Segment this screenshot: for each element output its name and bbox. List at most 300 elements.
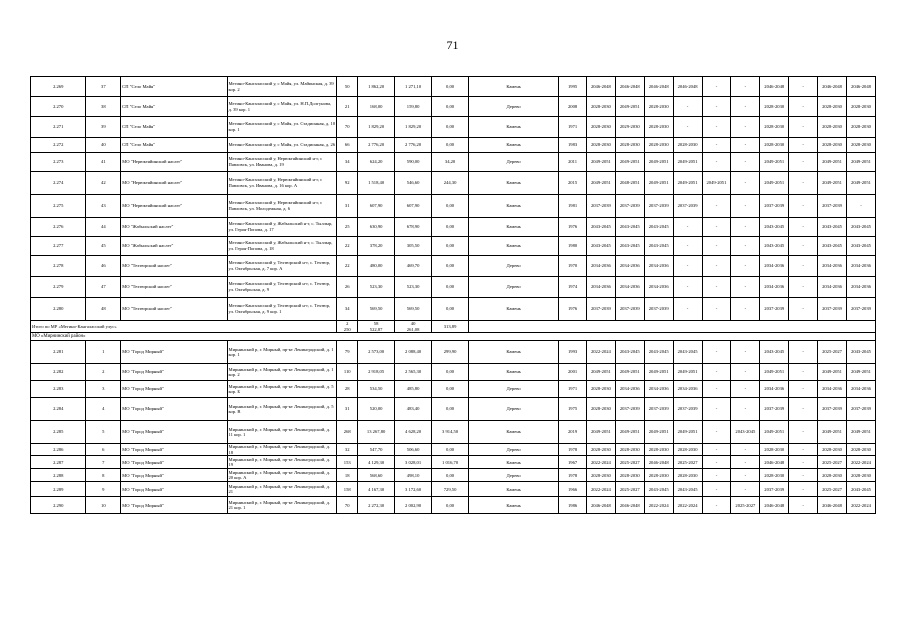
work-period-2: 2028-2030: [615, 138, 644, 153]
nonliving-area: 0,00: [432, 218, 469, 237]
total-area: 607,90: [358, 195, 395, 218]
municipality: МО "Нерюктяйинский наслег": [121, 153, 227, 172]
row-index: 38: [86, 97, 121, 117]
work-period-9: 2025-2027: [818, 482, 847, 497]
work-period-7: 2028-2030: [760, 138, 789, 153]
apartments: 31: [337, 195, 358, 218]
address: Мегино-Кангаласский у, с Майя, ул. Стадионная, д. 26: [227, 138, 337, 153]
table-row: [31, 97, 876, 117]
living-area: 607,90: [395, 195, 432, 218]
work-period-4: 2025-2027: [673, 456, 702, 469]
nonliving-area: 299,90: [432, 341, 469, 364]
table-row: [31, 298, 876, 321]
year-built: 1986: [559, 497, 587, 514]
work-period-10: -: [846, 195, 875, 218]
work-period-7: 2028-2030: [760, 97, 789, 117]
work-period-10: 2034-2036: [846, 277, 875, 298]
row-number: 2.273: [31, 153, 86, 172]
row-index: 4: [86, 398, 121, 421]
table-row: [31, 497, 876, 514]
row-index: 43: [86, 195, 121, 218]
work-period-10: 2037-2039: [846, 398, 875, 421]
year-built: 1974: [559, 277, 587, 298]
total-area: 13 267,80: [358, 421, 395, 444]
table-row: [31, 138, 876, 153]
municipality: МО "Техтюрский наслег": [121, 277, 227, 298]
total-area: 569,50: [358, 298, 395, 321]
work-period-8: -: [789, 117, 818, 138]
year-built: 1995: [559, 77, 587, 97]
work-period-2: 2049-2051: [615, 421, 644, 444]
work-period-2: 2049-2051: [615, 153, 644, 172]
nonliving-area: 1 016,70: [432, 456, 469, 469]
year-built: 2001: [559, 364, 587, 381]
work-period-5: -: [702, 444, 731, 456]
work-period-2: 2046-2048: [615, 77, 644, 97]
row-number: 2.284: [31, 398, 86, 421]
work-period-1: 2028-2030: [586, 398, 615, 421]
nonliving-area: 0,00: [432, 195, 469, 218]
work-period-2: 2028-2030: [615, 469, 644, 482]
year-built: 1971: [559, 381, 587, 398]
nonliving-area: 3 914,50: [432, 421, 469, 444]
living-area: 506,60: [395, 444, 432, 456]
row-number: 2.283: [31, 381, 86, 398]
work-period-3: 2028-2030: [644, 117, 673, 138]
municipality: МО "Город Мирный": [121, 364, 227, 381]
work-period-5: -: [702, 256, 731, 277]
work-period-8: -: [789, 256, 818, 277]
work-period-1: 2037-2039: [586, 298, 615, 321]
work-period-8: -: [789, 77, 818, 97]
work-period-9: 2049-2051: [818, 364, 847, 381]
work-period-1: 2043-2045: [586, 218, 615, 237]
nonliving-area: 0,00: [432, 497, 469, 514]
work-period-7: 2028-2030: [760, 117, 789, 138]
address: Мегино-Кангаласский у, Жабыльский н-г, с. Тыллыр, ул. Героя-Попова, д. 18: [227, 237, 337, 256]
work-period-5: 2049-2051: [702, 172, 731, 195]
work-period-9: 2037-2039: [818, 195, 847, 218]
work-period-10: 2043-2045: [846, 341, 875, 364]
year-built: 2008: [559, 97, 587, 117]
wall-material: Камень: [469, 456, 559, 469]
work-period-10: 2034-2036: [846, 256, 875, 277]
apartments: 22: [337, 237, 358, 256]
work-period-1: 2049-2051: [586, 364, 615, 381]
section-row: [31, 333, 876, 341]
summary-total-area: 58 522,87: [358, 321, 395, 333]
work-period-1: 2043-2045: [586, 237, 615, 256]
living-area: 2 776,20: [395, 138, 432, 153]
address: Мирнинский р, г. Мирный, пр-кт Ленинградский, д. 18: [227, 444, 337, 456]
address: Мирнинский р, г. Мирный, пр-кт Ленинградский, д. 21 кор. 1: [227, 497, 337, 514]
work-period-4: -: [673, 298, 702, 321]
work-period-1: 2049-2051: [586, 153, 615, 172]
work-period-8: -: [789, 218, 818, 237]
row-index: 42: [86, 172, 121, 195]
work-period-9: 2046-2048: [818, 77, 847, 97]
work-period-2: 2028-2030: [615, 444, 644, 456]
row-number: 2.282: [31, 364, 86, 381]
row-index: 37: [86, 77, 121, 97]
work-period-2: 2034-2036: [615, 277, 644, 298]
work-period-4: 2028-2030: [673, 444, 702, 456]
living-area: 2 002,90: [395, 497, 432, 514]
table-row: [31, 398, 876, 421]
work-period-8: -: [789, 298, 818, 321]
apartments: 31: [337, 398, 358, 421]
year-built: 1967: [559, 456, 587, 469]
work-period-7: 2037-2039: [760, 482, 789, 497]
apartments: 70: [337, 117, 358, 138]
work-period-6: -: [731, 218, 760, 237]
table-row: [31, 482, 876, 497]
address: Мирнинский р, г. Мирный, пр-кт Ленинградский, д. 5 кор. Б: [227, 381, 337, 398]
table-row: [31, 456, 876, 469]
nonliving-area: 0,00: [432, 381, 469, 398]
year-built: 2019: [559, 421, 587, 444]
work-period-7: 2043-2045: [760, 341, 789, 364]
work-period-3: 2046-2048: [644, 456, 673, 469]
row-index: 41: [86, 153, 121, 172]
work-period-7: 2046-2048: [760, 497, 789, 514]
municipality: МО "Город Мирный": [121, 421, 227, 444]
work-period-4: 2028-2030: [673, 469, 702, 482]
table-row: [31, 256, 876, 277]
address: Мирнинский р, г. Мирный, пр-кт Ленинградский, д. 1 кор. 1: [227, 341, 337, 364]
work-period-3: 2034-2036: [644, 381, 673, 398]
work-period-6: -: [731, 256, 760, 277]
wall-material: Камень: [469, 497, 559, 514]
apartments: 158: [337, 482, 358, 497]
total-area: 523,30: [358, 277, 395, 298]
summary-row: [31, 321, 876, 333]
total-area: 630,90: [358, 218, 395, 237]
year-built: 1975: [559, 398, 587, 421]
work-period-10: 2043-2045: [846, 482, 875, 497]
wall-material: Дерево: [469, 97, 559, 117]
table-body-section-1: [31, 77, 876, 321]
wall-material: Камень: [469, 482, 559, 497]
work-period-4: 2037-2039: [673, 195, 702, 218]
living-area: 3 028,01: [395, 456, 432, 469]
work-period-5: -: [702, 277, 731, 298]
work-period-3: 2028-2030: [644, 469, 673, 482]
work-period-1: 2028-2030: [586, 117, 615, 138]
municipality: МО "Город Мирный": [121, 398, 227, 421]
row-index: 47: [86, 277, 121, 298]
row-number: 2.274: [31, 172, 86, 195]
work-period-5: -: [702, 421, 731, 444]
total-area: 2 776,20: [358, 138, 395, 153]
work-period-4: 2043-2045: [673, 341, 702, 364]
summary-count: 2 250: [337, 321, 358, 333]
year-built: 1971: [559, 117, 587, 138]
work-period-4: -: [673, 97, 702, 117]
apartments: 21: [337, 97, 358, 117]
row-number: 2.287: [31, 456, 86, 469]
work-period-8: -: [789, 482, 818, 497]
work-period-7: 2034-2036: [760, 256, 789, 277]
work-period-9: 2034-2036: [818, 256, 847, 277]
row-number: 2.269: [31, 77, 86, 97]
apartments: 153: [337, 456, 358, 469]
address: Мегино-Кангаласский у, с Майя, ул. Майинская, д. 39 кор. 2: [227, 77, 337, 97]
row-number: 2.279: [31, 277, 86, 298]
wall-material: Дерево: [469, 153, 559, 172]
work-period-1: 2049-2051: [586, 421, 615, 444]
work-period-1: 2028-2030: [586, 97, 615, 117]
work-period-5: -: [702, 97, 731, 117]
work-period-3: 2028-2030: [644, 97, 673, 117]
work-period-10: 2049-2051: [846, 364, 875, 381]
year-built: 1970: [559, 256, 587, 277]
row-number: 2.286: [31, 444, 86, 456]
work-period-2: 2049-2051: [615, 97, 644, 117]
work-period-9: 2046-2048: [818, 497, 847, 514]
work-period-7: 2046-2048: [760, 77, 789, 97]
work-period-5: -: [702, 237, 731, 256]
work-period-6: 2025-2027: [731, 497, 760, 514]
table-row: [31, 195, 876, 218]
work-period-6: -: [731, 237, 760, 256]
wall-material: Камень: [469, 341, 559, 364]
year-built: 1966: [559, 482, 587, 497]
municipality: МО "Город Мирный": [121, 497, 227, 514]
year-built: 1983: [559, 138, 587, 153]
table-row: [31, 218, 876, 237]
living-area: 483,40: [395, 398, 432, 421]
work-period-9: 2028-2030: [818, 138, 847, 153]
living-area: 498,10: [395, 469, 432, 482]
work-period-4: 2022-2024: [673, 497, 702, 514]
work-period-6: -: [731, 398, 760, 421]
year-built: 1981: [559, 195, 587, 218]
work-period-10: 2049-2051: [846, 172, 875, 195]
total-area: 520,00: [358, 398, 395, 421]
living-area: 159,80: [395, 97, 432, 117]
work-period-6: -: [731, 172, 760, 195]
work-period-6: -: [731, 381, 760, 398]
total-area: 480,00: [358, 256, 395, 277]
work-period-7: 2037-2039: [760, 298, 789, 321]
nonliving-area: 0,00: [432, 97, 469, 117]
row-number: 2.280: [31, 298, 86, 321]
nonliving-area: 34,20: [432, 153, 469, 172]
municipality: МО "Город Мирный": [121, 444, 227, 456]
row-index: 48: [86, 298, 121, 321]
total-area: 2 272,30: [358, 497, 395, 514]
work-period-9: 2049-2051: [818, 172, 847, 195]
nonliving-area: 0,00: [432, 256, 469, 277]
work-period-10: 2043-2045: [846, 218, 875, 237]
total-area: 2 573,00: [358, 341, 395, 364]
year-built: 1976: [559, 218, 587, 237]
work-period-8: -: [789, 497, 818, 514]
wall-material: Камень: [469, 138, 559, 153]
work-period-8: -: [789, 364, 818, 381]
living-area: 2 088,40: [395, 341, 432, 364]
work-period-6: -: [731, 195, 760, 218]
address: Мегино-Кангаласский у, Техтюрский н-г, с. Техтюр, ул. Октябрьская, д. 7 кор. А: [227, 256, 337, 277]
work-period-9: 2049-2051: [818, 421, 847, 444]
work-period-6: -: [731, 97, 760, 117]
row-index: 8: [86, 469, 121, 482]
address: Мегино-Кангаласский у, Техтюрский н-г, с. Техтюр, ул. Октябрьская, д. 9 кор. 1: [227, 298, 337, 321]
work-period-9: 2037-2039: [818, 398, 847, 421]
work-period-9: 2034-2036: [818, 277, 847, 298]
work-period-7: 2049-2051: [760, 172, 789, 195]
address: Мегино-Кангаласский у, Жабыльский н-г, с. Тыллыр, ул. Героя-Попова, д. 17: [227, 218, 337, 237]
table-row: [31, 77, 876, 97]
address: Мирнинский р, г. Мирный, пр-кт Ленинградский, д. 5 кор. В: [227, 398, 337, 421]
work-period-7: 2049-2051: [760, 421, 789, 444]
work-period-4: 2034-2036: [673, 381, 702, 398]
wall-material: Камень: [469, 117, 559, 138]
work-period-9: 2043-2045: [818, 237, 847, 256]
work-period-8: -: [789, 172, 818, 195]
row-number: 2.281: [31, 341, 86, 364]
work-period-3: 2022-2024: [644, 497, 673, 514]
year-built: 1993: [559, 341, 587, 364]
municipality: СП "Село Майя": [121, 77, 227, 97]
total-area: 547,70: [358, 444, 395, 456]
work-period-5: -: [702, 398, 731, 421]
nonliving-area: 0,00: [432, 469, 469, 482]
nonliving-area: 729,50: [432, 482, 469, 497]
work-period-1: 2034-2036: [586, 277, 615, 298]
wall-material: Камень: [469, 218, 559, 237]
work-period-9: 2025-2027: [818, 456, 847, 469]
work-period-10: 2028-2030: [846, 138, 875, 153]
work-period-2: 2034-2036: [615, 381, 644, 398]
table-row: [31, 117, 876, 138]
total-area: 2 918,05: [358, 364, 395, 381]
work-period-5: -: [702, 218, 731, 237]
living-area: 546,60: [395, 172, 432, 195]
living-area: 3 172,60: [395, 482, 432, 497]
work-period-3: 2046-2048: [644, 77, 673, 97]
work-period-8: -: [789, 381, 818, 398]
address: Мирнинский р, г. Мирный, пр-кт Ленинградский, д. 11 кор. 1: [227, 421, 337, 444]
work-period-5: -: [702, 298, 731, 321]
nonliving-area: 0,00: [432, 138, 469, 153]
work-period-6: 2043-2045: [731, 421, 760, 444]
work-period-8: -: [789, 341, 818, 364]
summary-nonliving-area: 313,89: [432, 321, 469, 333]
work-period-8: -: [789, 456, 818, 469]
work-period-8: -: [789, 195, 818, 218]
total-area: 4 167,30: [358, 482, 395, 497]
living-area: 1 271,10: [395, 77, 432, 97]
work-period-8: -: [789, 444, 818, 456]
address: Мегино-Кангаласский у, Нерюктяйинский н-г, с Павловск, ул. Иванова, д. 19: [227, 153, 337, 172]
apartments: 22: [337, 256, 358, 277]
work-period-4: -: [673, 277, 702, 298]
work-period-7: 2043-2045: [760, 237, 789, 256]
work-period-3: 2049-2051: [644, 172, 673, 195]
work-period-6: -: [731, 277, 760, 298]
living-area: 4 628,20: [395, 421, 432, 444]
wall-material: Дерево: [469, 398, 559, 421]
row-index: 9: [86, 482, 121, 497]
municipality: МО "Техтюрский наслег": [121, 298, 227, 321]
living-area: 2 565,30: [395, 364, 432, 381]
total-area: 624,20: [358, 153, 395, 172]
municipality: МО "Город Мирный": [121, 482, 227, 497]
work-period-2: 2037-2039: [615, 398, 644, 421]
housing-register-table: [30, 76, 876, 514]
work-period-8: -: [789, 97, 818, 117]
work-period-6: -: [731, 138, 760, 153]
work-period-7: 2037-2039: [760, 195, 789, 218]
work-period-10: 2049-2051: [846, 421, 875, 444]
total-area: 378,20: [358, 237, 395, 256]
row-index: 40: [86, 138, 121, 153]
work-period-5: -: [702, 341, 731, 364]
row-index: 6: [86, 444, 121, 456]
row-index: 2: [86, 364, 121, 381]
row-number: 2.288: [31, 469, 86, 482]
wall-material: Камень: [469, 77, 559, 97]
row-index: 44: [86, 218, 121, 237]
work-period-2: 2046-2048: [615, 497, 644, 514]
work-period-2: 2037-2039: [615, 195, 644, 218]
wall-material: Дерево: [469, 256, 559, 277]
table-row: [31, 277, 876, 298]
work-period-4: 2049-2051: [673, 364, 702, 381]
work-period-3: 2037-2039: [644, 195, 673, 218]
municipality: СП "Село Майя": [121, 97, 227, 117]
work-period-3: 2043-2045: [644, 341, 673, 364]
year-built: 1980: [559, 237, 587, 256]
row-number: 2.270: [31, 97, 86, 117]
work-period-4: -: [673, 256, 702, 277]
wall-material: Дерево: [469, 277, 559, 298]
address: Мегино-Кангаласский у, Нерюктяйинский н-г, с Павловск, ул. Молодежная, д. 6: [227, 195, 337, 218]
work-period-7: 2043-2045: [760, 218, 789, 237]
municipality: МО "Жабыльский наслег": [121, 237, 227, 256]
work-period-3: 2037-2039: [644, 298, 673, 321]
work-period-3: 2034-2036: [644, 256, 673, 277]
work-period-10: 2034-2036: [846, 381, 875, 398]
work-period-5: -: [702, 364, 731, 381]
apartments: 34: [337, 153, 358, 172]
apartments: 66: [337, 138, 358, 153]
work-period-3: 2049-2051: [644, 153, 673, 172]
apartments: 32: [337, 444, 358, 456]
municipality: МО "Нерюктяйинский наслег": [121, 195, 227, 218]
work-period-6: -: [731, 341, 760, 364]
address: Мегино-Кангаласский у, Нерюктяйинский н-г, с Павловск, ул. Иванова, д. 16 кор. А: [227, 172, 337, 195]
summary-label: Итого по МР «Мегино-Кангаласский улус»: [31, 321, 337, 333]
work-period-7: 2034-2036: [760, 277, 789, 298]
work-period-4: -: [673, 237, 702, 256]
work-period-1: 2034-2036: [586, 256, 615, 277]
work-period-3: 2043-2045: [644, 482, 673, 497]
work-period-2: 2029-2030: [615, 117, 644, 138]
work-period-3: 2043-2045: [644, 237, 673, 256]
work-period-2: 2048-2051: [615, 172, 644, 195]
apartments: 34: [337, 298, 358, 321]
nonliving-area: 0,00: [432, 364, 469, 381]
work-period-8: -: [789, 138, 818, 153]
work-period-5: -: [702, 195, 731, 218]
work-period-2: 2043-2045: [615, 218, 644, 237]
work-period-6: -: [731, 117, 760, 138]
nonliving-area: 0,00: [432, 117, 469, 138]
row-index: 7: [86, 456, 121, 469]
